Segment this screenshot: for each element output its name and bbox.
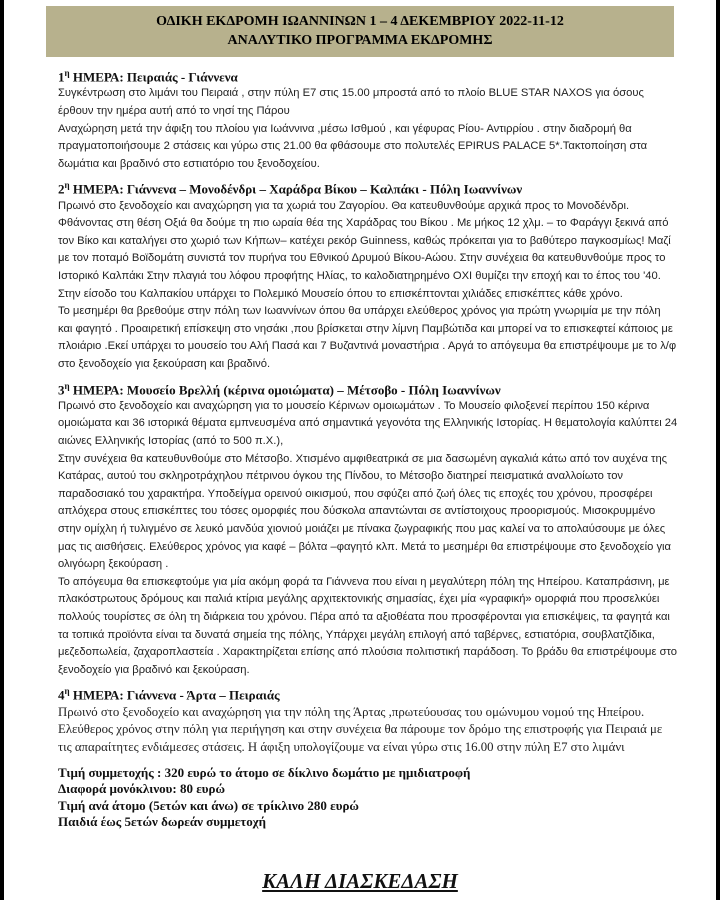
day-4-section — [58, 683, 678, 756]
day-3-paragraph: Στην συνέχεια θα κατευθυνθούμε στο Μέτσοβο. Χτισμένο αμφιθεατρικά σε μια δασωμένη αγκαλιά κάτω από τον αυχένα της Κατάρας, αυτού του σκληροτράχηλου πέτρινου όγκου της Πίνδου, το Μέτσοβο διατηρεί πεισματικά αναλλοίωτο τον παραδοσιακό του χαρακτήρα. Υποδείγμα ορεινού οικισμού, που σφύζει από ζωή όλες τις εποχές του χρόνου, προσφέρει απλόχερα στους επισκέπτες του τόσες ομορφιές που δύσκολα απαντώνται σε αντίστοιχους προορισμούς. Μισοκρυμμένο στην ομίχλη ή τυλιγμένο σε λευκό μανδύα χιονιού μοιάζει με πίνακα ζωγραφικής που μας καλεί να το απολαύσουμε με όλες μας τις αισθήσεις. Ελεύθερος χρόνος για καφέ – βόλτα –φαγητό κλπ. Μετά το μεσημέρι θα επιστρέψουμε στο ξενοδοχείο για ολιγόωρη ξεκούραση . — [58, 452, 671, 571]
day-1-body — [58, 85, 678, 173]
day-4-title: $4^\eta$ ΗΜΕΡΑ: Γιάννενα - Άρτα – Πειραιάς — [58, 686, 280, 703]
itinerary — [58, 65, 678, 831]
day-2-title: $2^\eta$ ΗΜΕΡΑ: Γιάννενα – Μονοδένδρι – Χαράδρα Βίκου – Καλπάκι - Πόλη Ιωαννίνων — [58, 180, 523, 197]
document-title: ΟΔΙΚΗ ΕΚΔΡΟΜΗ ΙΩΑΝΝΙΝΩΝ 1 – 4 ΔΕΚΕΜΒΡΙΟΥ 2022-11-12 — [156, 14, 564, 29]
price-line: Τιμή συμμετοχής : 320 ευρώ το άτομο σε δίκλινο δωμάτιο με ημιδιατροφή — [58, 764, 471, 780]
day-3-title: $3^\eta$ ΗΜΕΡΑ: Μουσείο Βρελλή (κέρινα ομοιώματα) – Μέτσοβο - Πόλη Ιωαννίνων — [58, 380, 501, 397]
price-line: Τιμή ανά άτομο (5ετών και άνω) σε τρίκλινο 280 ευρώ — [58, 797, 359, 813]
closing-message: ΚΑΛΗ ΔΙΑΣΚΕΔΑΣΗ — [262, 869, 458, 893]
day-2-paragraph: Πρωινό στο ξενοδοχείο και αναχώρηση για τα χωριά του Ζαγορίου. Θα κατευθυνθούμε αρχικά προς το Μονοδένδρι. Φθάνοντας στη θέση Οξιά θα δούμε τη πιο ωραία θέα της Χαράδρας του Βίκου . Με μήκος 12 χλμ. – το Φαράγγι ξεκινά από τον Βίκο και καταλήγει στο χωριό των Κήπων– κατέχει ρεκόρ Guinness, καθώς πρόκειται για το βαθύτερο παγκοσμίως! Μαζί με τον ποταμό Βοϊδομάτη συνιστά τον πυρήνα του Εθνικού Δρυμού Βίκου-Αώου. Στην συνέχεια θα κατευθυνθούμε προς το Ιστορικό Καλπάκι Στην πλαγιά του λόφου προφήτης Ηλίας, το καλοδιατηρημένο ΟΧΙ θυμίζει την εποχή και το έπος του '40. Στην είσοδο του Καλπακίου υπάρχει το Πολεμικό Μουσείο όπου το επισκέπτονται χιλιάδες επισκέπτες κάθε χρόνο. — [58, 199, 671, 300]
header-banner — [46, 6, 674, 57]
day-1-section — [58, 65, 678, 173]
day-3-paragraph: Πρωινό στο ξενοδοχείο και αναχώρηση για το μουσείο Κέρινων ομοιωμάτων . Το Μουσείο φιλοξενεί περίπου 150 κέρινα ομοιώματα και 36 ιστορικά θέματα εμπνευσμένα από σημαντικά γεγονότα της Ελληνικής Ιστορίας. Η θεματολογία καλύπτει 24 αιώνες Ελληνικής Ιστορίας (από το 500 π.Χ.), — [58, 399, 678, 448]
day-4-paragraph: Πρωινό στο ξενοδοχείο και αναχώρηση για την πόλη της Άρτας ,πρωτεύουσας του ομώνυμου νομού της Ηπείρου. Ελεύθερος χρόνος στην πόλη για περιήγηση και στην συνέχεια θα πάρουμε τον δρόμο της επιστροφής για Πειραιά με τις απαραίτητες ενδιάμεσες στάσεις. Η άφιξη υπολογίζουμε να είναι γύρω στις 16.00 στην πύλη Ε7 στο λιμάνι — [58, 704, 663, 754]
day-3-section — [58, 378, 678, 680]
day-1-title: $1^\eta$ ΗΜΕΡΑ: Πειραιάς - Γιάννενα — [58, 68, 238, 85]
day-2-paragraph: Το μεσημέρι θα βρεθούμε στην πόλη των Ιωαννίνων όπου θα υπάρχει ελεύθερος χρόνος για πρώτη γνωριμία με την πόλη και φαγητό . Προαιρετική επίσκεψη στο νησάκι ,που βρίσκεται στην λίμνη Παμβώτιδα και μπορεί να το επισκεφτεί κάποιος με πλοιάριο .Εκεί υπάρχει το μουσείο του Αλή Πασά και 7 Βυζαντινά μοναστήρια . Αργά το απόγευμα θα επιστρέψουμε με το λ/φ στο ξενοδοχείο για ξεκούραση και βραδινό. — [58, 305, 677, 370]
day-4-body — [58, 704, 678, 757]
price-line: Διαφορά μονόκλινου: 80 ευρώ — [58, 781, 225, 796]
day-2-section — [58, 177, 678, 373]
document-page — [4, 0, 716, 900]
day-3-paragraph: Το απόγευμα θα επισκεφτούμε για μία ακόμη φορά τα Γιάννενα που είναι η μεγαλύτερη πόλη της Ηπείρου. Καταπράσινη, με πλακόστρωτους δρόμους και παλιά κτίρια μεγάλης αρχιτεκτονικής σημασίας, έχει μία «γραφική» ομορφιά που προσελκύει πολλούς τουρίστες σε όλη τη διάρκεια του χρόνου. Πέρα από τα αξιοθέατα που προσφέρονται για επισκέψεις, τα φαγητά και τα τοπικά προϊόντα είναι τα δυνατά σημεία της πόλης, Υπάρχει μεγάλη επιλογή από ταβέρνες, εστιατόρια, σουβλατζίδικα, μεζεδοπωλεία, ζαχαροπλαστεία . Χαρακτηρίζεται επίσης από πλούσια πολιτιστική παράδοση. Το βράδυ θα επιστρέψουμε στο ξενοδοχείο για βραδινό και ξεκούραση. — [58, 575, 677, 676]
day-1-paragraph: Συγκέντρωση στο λιμάνι του Πειραιά , στην πύλη Ε7 στις 15.00 μπροστά από το πλοίο BLUE STAR NAXOS για όσους έρθουν την ημέρα αυτή από το νησί της Πάρου — [58, 87, 644, 117]
day-3-body — [58, 398, 678, 680]
day-1-paragraph: Αναχώρηση μετά την άφιξη του πλοίου για Ιωάννινα ,μέσω Ισθμού , και γέφυρας Ρίου- Αντιρρίου . στην διαδρομή θα πραγματοποιήσουμε 2 στάσεις και γύρω στις 21.00 θα φθάσουμε στο πολυτελές EPIRUS PALACE 5*.Τακτοποίηση στα δωμάτια και βραδινό στο εστιατόριο του ξενοδοχείου. — [58, 122, 648, 170]
price-line: Παιδιά έως 5ετών δωρεάν συμμετοχή — [58, 814, 266, 829]
day-2-body — [58, 198, 678, 374]
pricing-block — [58, 765, 678, 831]
document-subtitle: ΑΝΑΛΥΤΙΚΟ ΠΡΟΓΡΑΜΜΑ ΕΚΔΡΟΜΗΣ — [227, 33, 493, 48]
